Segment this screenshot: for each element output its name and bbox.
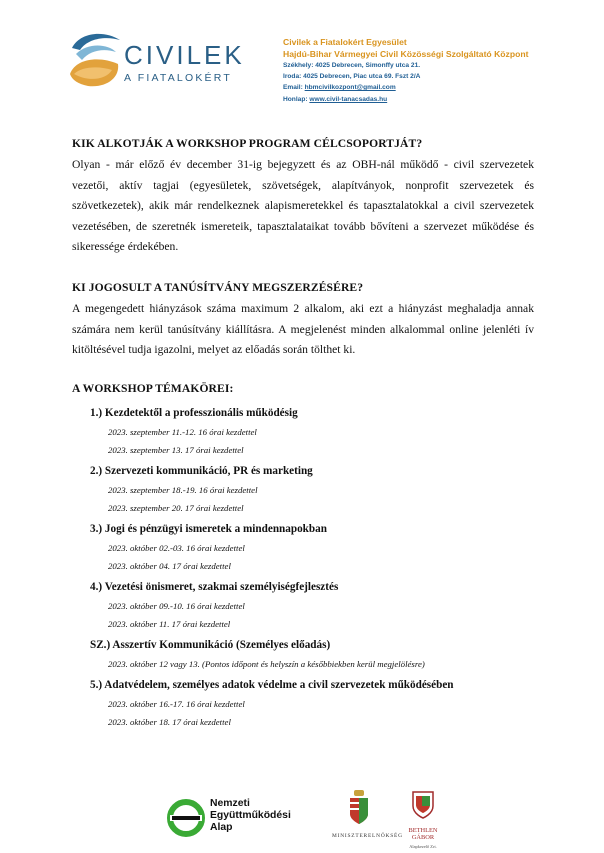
org-center: Hajdú-Bihar Vármegyei Civil Közösségi Szolgáltató Központ bbox=[283, 49, 529, 59]
topic-title: 2.) Szervezeti kommunikáció, PR és marketing bbox=[90, 464, 313, 477]
org-web-line bbox=[283, 94, 528, 105]
bethlen-gabor-crest-icon bbox=[411, 790, 435, 820]
bethlen-gabor-name: BETHLEN GÁBOR bbox=[408, 827, 438, 841]
document-body bbox=[72, 136, 534, 729]
org-email-line bbox=[283, 82, 528, 93]
section-paragraph: Olyan - már előző év december 31-ig bejegyzett és az OBH-nál működő - civil szervezetek vezetői, aktív tagjai (egyesületek, szövetségek, alapítványok, nonprofit szervezetek és szövetkezetek), akik már rendelkeznek alapismeretekkel és tapasztalatokkal a civil szervezetek vezetésében, de szeretnék ismereteik, tapasztalataikat tovább bővíteni a szervezet működése és sikeressége érdekében. bbox=[72, 158, 534, 254]
topic-date: 2023. szeptember 20. 17 órai kezdettel bbox=[108, 502, 244, 513]
topic-date: 2023. október 02.-03. 16 órai kezdettel bbox=[108, 542, 245, 553]
topic-date: 2023. szeptember 11.-12. 16 órai kezdettel bbox=[108, 426, 257, 437]
bethlen-gabor-sub: Alapkezelő Zrt. bbox=[409, 844, 437, 849]
ministry-logo bbox=[332, 790, 403, 839]
ministry-label: MINISZTERELNÖKSÉG bbox=[332, 833, 403, 839]
topic-title: 3.) Jogi és pénzügyi ismeretek a mindennapokban bbox=[90, 522, 327, 535]
nea-text bbox=[210, 798, 291, 834]
org-name: Civilek a Fiatalokért Egyesület bbox=[283, 37, 407, 47]
section-certificate bbox=[72, 280, 534, 361]
logo-wordmark: CIVILEK bbox=[124, 40, 245, 70]
nea-ring-icon bbox=[166, 798, 206, 838]
topic-date: 2023. október 18. 17 órai kezdettel bbox=[108, 716, 231, 727]
org-info bbox=[283, 36, 528, 105]
web-link[interactable]: www.civil-tanacsadas.hu bbox=[309, 95, 388, 103]
topic-date: 2023. október 11. 17 órai kezdettel bbox=[108, 618, 231, 629]
section-heading: A WORKSHOP TÉMAKÖREI: bbox=[72, 381, 234, 395]
nea-line: Nemzeti bbox=[210, 798, 250, 809]
logo-subtitle: A FIATALOKÉRT bbox=[124, 72, 232, 84]
section-target-group bbox=[72, 136, 534, 258]
web-label: Honlap: bbox=[283, 95, 310, 103]
bethlen-gabor-logo bbox=[398, 790, 448, 850]
topic-date: 2023. szeptember 13. 17 órai kezdettel bbox=[108, 444, 244, 455]
topic-date: 2023. szeptember 18.-19. 16 órai kezdettel bbox=[108, 484, 258, 495]
org-seat: Székhely: 4025 Debrecen, Simonffy utca 21. bbox=[283, 62, 421, 69]
topic-title: 4.) Vezetési önismeret, szakmai személyiségfejlesztés bbox=[90, 580, 339, 593]
civilek-logo bbox=[66, 28, 266, 92]
nea-line: Együttműködési bbox=[210, 810, 291, 821]
topic-title: 1.) Kezdetektől a professzionális működésig bbox=[90, 406, 298, 419]
topic-list bbox=[72, 405, 534, 729]
topic-date: 2023. október 09.-10. 16 órai kezdettel bbox=[108, 600, 245, 611]
section-heading: KIK ALKOTJÁK A WORKSHOP PROGRAM CÉLCSOPORTJÁT? bbox=[72, 137, 423, 150]
civilek-logo-icon bbox=[66, 28, 126, 92]
footer-logos bbox=[0, 796, 604, 849]
org-office: Iroda: 4025 Debrecen, Piac utca 69. Fszt 2/A bbox=[283, 73, 421, 81]
nea-line: Alap bbox=[210, 822, 233, 833]
topic-date: 2023. október 16.-17. 16 órai kezdettel bbox=[108, 698, 245, 709]
topic-title: SZ.) Asszertív Kommunikáció (Személyes előadás) bbox=[90, 638, 331, 651]
section-paragraph: A megengedett hiányzások száma maximum 2 alkalom, aki ezt a hiányzást meghaladja annak számára nem kerül tanúsítvány kiállításra. A megjelenést minden alkalommal online jelenléti ív kitöltésével tudja igazolni, melyet az előadás során tölthet ki. bbox=[72, 301, 534, 357]
email-label: Email: bbox=[283, 84, 305, 92]
email-link[interactable]: hbmcivilkozpont@gmail.com bbox=[304, 84, 396, 92]
topic-date: 2023. október 12 vagy 13. (Pontos időpont és helyszín a későbbiekben kerül megjelölésre) bbox=[108, 658, 425, 669]
coat-of-arms-icon bbox=[348, 790, 370, 826]
topic-date: 2023. október 04. 17 órai kezdettel bbox=[108, 560, 231, 571]
section-topics bbox=[72, 381, 534, 729]
topic-title: 5.) Adatvédelem, személyes adatok védelme a civil szervezetek működésében bbox=[90, 678, 454, 691]
section-heading: KI JOGOSULT A TANÚSÍTVÁNY MEGSZERZÉSÉRE? bbox=[72, 280, 364, 294]
